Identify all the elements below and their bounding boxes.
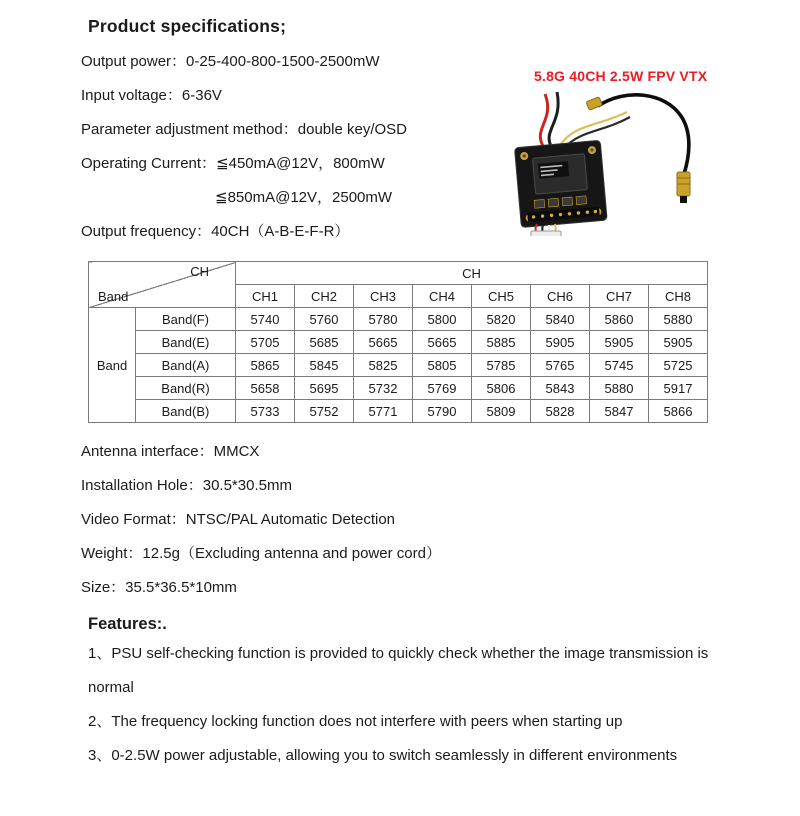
frequency-cell: 5917 bbox=[649, 377, 708, 400]
frequency-cell: 5725 bbox=[649, 354, 708, 377]
product-label: 5.8G 40CH 2.5W FPV VTX bbox=[534, 68, 708, 84]
spec-line: Size：35.5*36.5*10mm bbox=[81, 578, 237, 596]
frequency-cell: 5765 bbox=[531, 354, 590, 377]
table-row bbox=[89, 331, 708, 354]
frequency-cell: 5847 bbox=[590, 400, 649, 423]
frequency-cell: 5840 bbox=[531, 308, 590, 331]
column-header-ch7: CH7 bbox=[590, 285, 649, 308]
frequency-cell: 5760 bbox=[295, 308, 354, 331]
frequency-cell: 5769 bbox=[413, 377, 472, 400]
vtx-board bbox=[514, 140, 607, 227]
frequency-cell: 5665 bbox=[413, 331, 472, 354]
column-header-ch5: CH5 bbox=[472, 285, 531, 308]
power-wires bbox=[540, 92, 630, 148]
spec-line: ≦850mA@12V，2500mW bbox=[215, 188, 393, 206]
spec-line: Output frequency：40CH（A-B-E-F-R） bbox=[81, 222, 350, 240]
spec-line: Antenna interface：MMCX bbox=[81, 442, 260, 460]
mmcx-connector-icon bbox=[586, 97, 602, 111]
table-row bbox=[89, 308, 708, 331]
table-row bbox=[89, 354, 708, 377]
frequency-cell: 5752 bbox=[295, 400, 354, 423]
feature-item: 1、PSU self-checking function is provided to quickly check whether the image transmission is normal bbox=[88, 645, 709, 696]
frequency-cell: 5665 bbox=[354, 331, 413, 354]
frequency-cell: 5825 bbox=[354, 354, 413, 377]
spec-line: Input voltage：6-36V bbox=[81, 86, 222, 104]
spec-line: Weight：12.5g（Excluding antenna and power cord） bbox=[81, 544, 441, 562]
feature-item: 2、The frequency locking function does not interfere with peers when starting up bbox=[88, 713, 623, 730]
band-label: Band(E) bbox=[136, 331, 236, 354]
frequency-cell: 5740 bbox=[236, 308, 295, 331]
table-corner-cell bbox=[89, 262, 236, 308]
band-label: Band(B) bbox=[136, 400, 236, 423]
frequency-cell: 5905 bbox=[649, 331, 708, 354]
frequency-cell: 5695 bbox=[295, 377, 354, 400]
frequency-cell: 5658 bbox=[236, 377, 295, 400]
frequency-cell: 5733 bbox=[236, 400, 295, 423]
column-header-ch6: CH6 bbox=[531, 285, 590, 308]
features-title: Features:. bbox=[88, 615, 167, 633]
frequency-cell: 5905 bbox=[531, 331, 590, 354]
feature-item: 3、0-2.5W power adjustable, allowing you to switch seamlessly in different environments bbox=[88, 747, 678, 764]
vtx-product-image bbox=[503, 86, 718, 236]
frequency-cell: 5806 bbox=[472, 377, 531, 400]
spec-line: Output power：0-25-400-800-1500-2500mW bbox=[81, 52, 380, 70]
group-header-ch: CH bbox=[236, 262, 708, 285]
frequency-cell: 5880 bbox=[590, 377, 649, 400]
frequency-cell: 5805 bbox=[413, 354, 472, 377]
specs-bottom-section bbox=[81, 433, 800, 603]
spec-line: Operating Current：≦450mA@12V，800mW bbox=[81, 154, 385, 172]
spec-line: Installation Hole：30.5*30.5mm bbox=[81, 476, 292, 494]
frequency-cell: 5820 bbox=[472, 308, 531, 331]
frequency-cell: 5785 bbox=[472, 354, 531, 377]
row-group-label: Band bbox=[89, 308, 136, 423]
table-row bbox=[89, 400, 708, 423]
frequency-cell: 5828 bbox=[531, 400, 590, 423]
product-photo bbox=[503, 86, 718, 236]
frequency-cell: 5780 bbox=[354, 308, 413, 331]
corner-label-band: Band bbox=[98, 289, 129, 304]
column-header-ch2: CH2 bbox=[295, 285, 354, 308]
frequency-cell: 5732 bbox=[354, 377, 413, 400]
frequency-cell: 5809 bbox=[472, 400, 531, 423]
frequency-cell: 5685 bbox=[295, 331, 354, 354]
frequency-table-wrap bbox=[88, 261, 800, 423]
table-row bbox=[89, 377, 708, 400]
band-label: Band(F) bbox=[136, 308, 236, 331]
frequency-table bbox=[88, 261, 708, 423]
table-header-row bbox=[89, 262, 708, 285]
column-header-ch1: CH1 bbox=[236, 285, 295, 308]
frequency-cell: 5866 bbox=[649, 400, 708, 423]
column-header-ch8: CH8 bbox=[649, 285, 708, 308]
page-title: Product specifications; bbox=[88, 16, 287, 36]
shield-module bbox=[532, 154, 587, 194]
spec-line: Video Format：NTSC/PAL Automatic Detection bbox=[81, 510, 396, 528]
column-header-ch3: CH3 bbox=[354, 285, 413, 308]
frequency-cell: 5865 bbox=[236, 354, 295, 377]
corner-label-ch: CH bbox=[190, 264, 209, 279]
frequency-cell: 5800 bbox=[413, 308, 472, 331]
features-list bbox=[88, 637, 733, 773]
frequency-cell: 5905 bbox=[590, 331, 649, 354]
frequency-cell: 5790 bbox=[413, 400, 472, 423]
frequency-cell: 5771 bbox=[354, 400, 413, 423]
spec-line: Parameter adjustment method：double key/OSD bbox=[81, 120, 407, 138]
sma-connector-icon bbox=[677, 172, 690, 203]
frequency-cell: 5845 bbox=[295, 354, 354, 377]
column-header-ch4: CH4 bbox=[413, 285, 472, 308]
frequency-cell: 5705 bbox=[236, 331, 295, 354]
band-label: Band(R) bbox=[136, 377, 236, 400]
frequency-cell: 5745 bbox=[590, 354, 649, 377]
band-label: Band(A) bbox=[136, 354, 236, 377]
frequency-cell: 5880 bbox=[649, 308, 708, 331]
frequency-cell: 5885 bbox=[472, 331, 531, 354]
frequency-cell: 5843 bbox=[531, 377, 590, 400]
spec-sheet bbox=[0, 16, 800, 773]
frequency-cell: 5860 bbox=[590, 308, 649, 331]
